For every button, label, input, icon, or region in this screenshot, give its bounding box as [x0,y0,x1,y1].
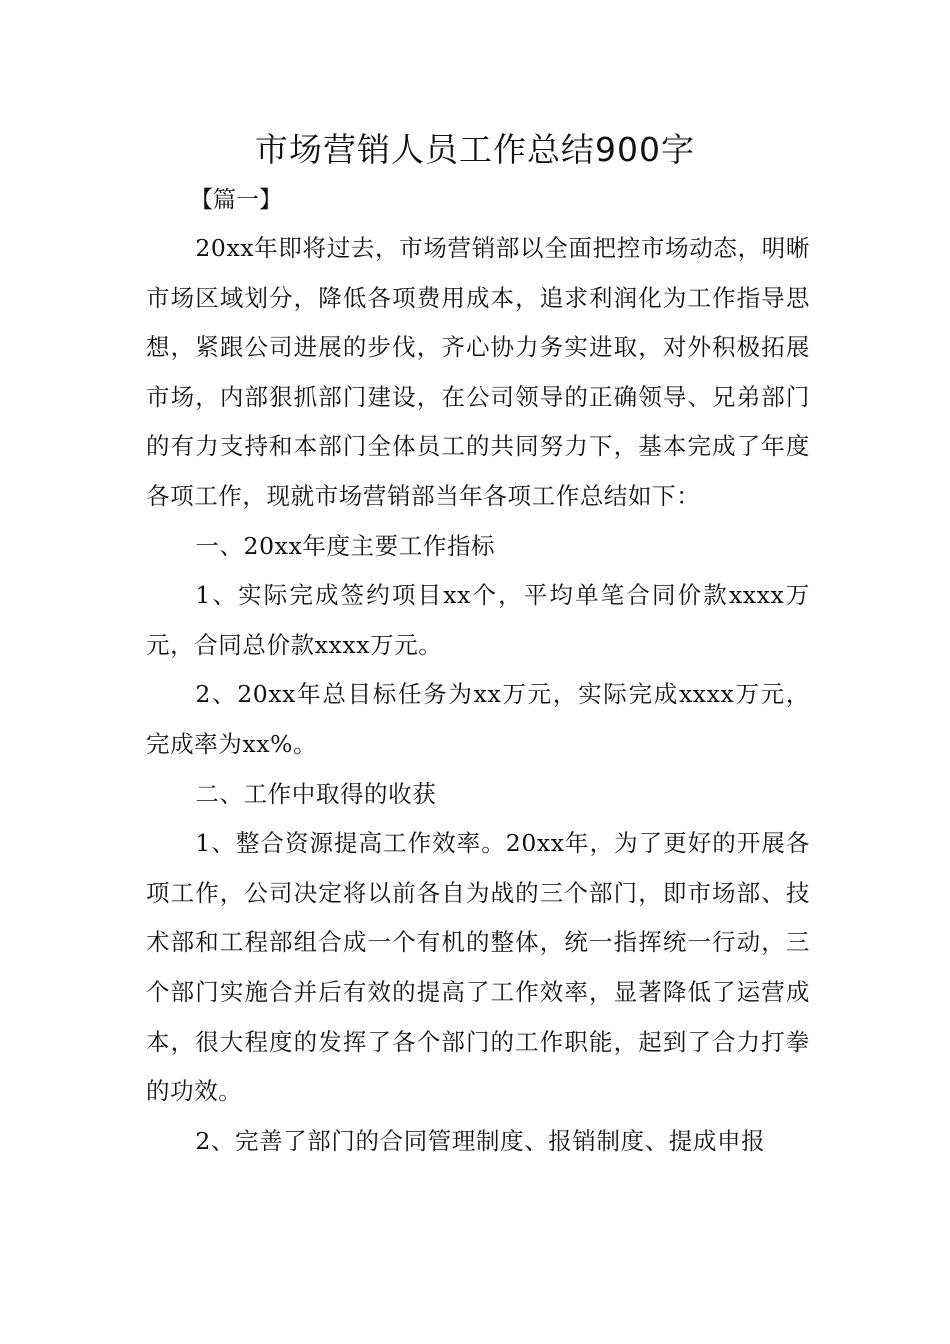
paragraph-intro: 20xx年即将过去，市场营销部以全面把控市场动态，明晰市场区域划分，降低各项费用成本，追求利润化为工作指导思想，紧跟公司进展的步伐，齐心协力务实进取，对外积极拓展市场，内部狠抓部门建设，在公司领导的正确领导、兄弟部门的有力支持和本部门全体员工的共同努力下，基本完成了年度各项工作，现就市场营销部当年各项工作总结如下： [146,234,810,510]
paragraph-indicator-2: 2、20xx年总目标任务为xx万元，实际完成xxxx万元，完成率为xx%。 [146,680,810,758]
heading-main-indicators: 一、20xx年度主要工作指标 [195,531,496,560]
paragraph-indicator-1: 1、实际完成签约项目xx个，平均单笔合同价款xxxx万元，合同总价款xxxx万元。 [146,581,810,659]
document-title: 市场营销人员工作总结900字 [255,130,695,169]
document-body [146,224,810,1166]
paragraph-achievement-1: 1、整合资源提高工作效率。20xx年，为了更好的开展各项工作，公司决定将以前各自为战的三个部门，即市场部、技术部和工程部组合成一个有机的整体，统一指挥统一行动，三个部门实施合并后有效的提高了工作效率，显著降低了运营成本，很大程度的发挥了各个部门的工作职能，起到了合力打拳的功效。 [146,829,810,1106]
heading-achievements: 二、工作中取得的收获 [195,779,437,808]
paragraph-achievement-2: 2、完善了部门的合同管理制度、报销制度、提成申报 [195,1126,766,1155]
section-label: 【篇一】 [190,187,282,213]
